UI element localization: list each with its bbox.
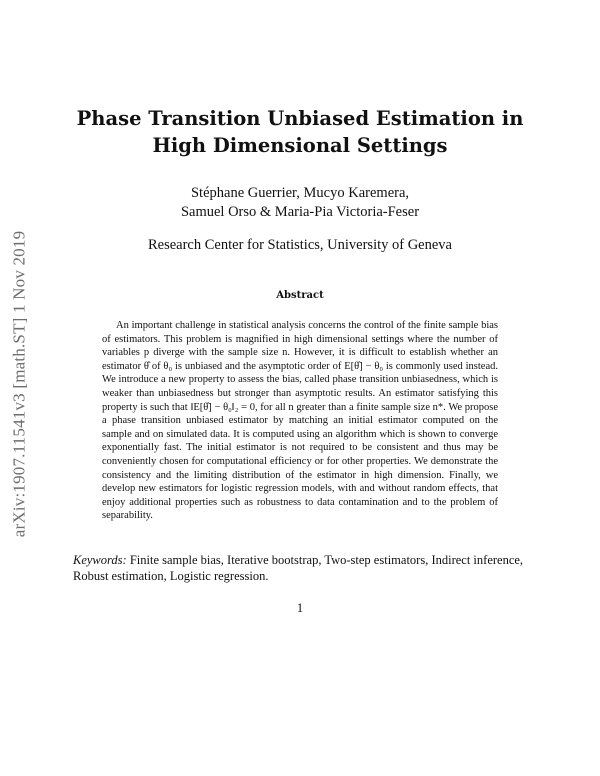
author-list: [100, 184, 500, 222]
keywords-text: Finite sample bias, Iterative bootstrap, Two-step estimators, Indirect inference, Robust estimation, Logistic regression.: [73, 553, 524, 584]
arxiv-sidebar-identifier: [8, 204, 30, 564]
keywords-label: Keywords:: [73, 553, 127, 567]
arxiv-id-text: arXiv:1907.11541v3 [math.ST] 1 Nov 2019: [9, 230, 28, 538]
authors-line-1: Stéphane Guerrier, Mucyo Karemera,: [190, 185, 410, 201]
abstract-body: An important challenge in statistical analysis concerns the control of the finite sample bias of estimators. This problem is magnified in high dimensional settings where the number of variables p diverge with the sample size n. However, it is difficult to establish whether an estimator θ̂ of θ₀ is unbiased and the asymptotic order of E[θ̂] − θ₀ is commonly used instead. We introduce a new property to assess the bias, called phase transition unbiasedness, which is weaker than unbiasedness but stronger than asymptotic results. An estimator satisfying this property is such that ‖E[θ̂] − θ₀‖₂ = 0, for all n greater than a finite sample size n*. We propose a phase transition unbiased estimator by matching an initial estimator computed on the sample and on simulated data. It is computed using an algorithm which is shown to converge exponentially fast. The initial estimator is not required to be consistent and thus may be conveniently chosen for computational efficiency or for other properties. We demonstrate the consistency and the limiting distribution of the estimator in high dimension. Finally, we develop new estimators for logistic regression models, with and without random effects, that enjoy additional properties such as robustness to data contamination and to the problem of separability.: [102, 320, 498, 522]
keywords: [73, 552, 529, 584]
title-line-2: High Dimensional Settings: [152, 134, 448, 157]
authors-line-2: Samuel Orso & Maria-Pia Victoria-Feser: [180, 204, 420, 220]
abstract-heading: Abstract: [276, 290, 324, 301]
title-line-1: Phase Transition Unbiased Estimation in: [76, 107, 524, 130]
affiliation: Research Center for Statistics, University of Geneva: [147, 237, 452, 253]
paper-title: [60, 105, 540, 159]
page-number: 1: [296, 601, 304, 615]
